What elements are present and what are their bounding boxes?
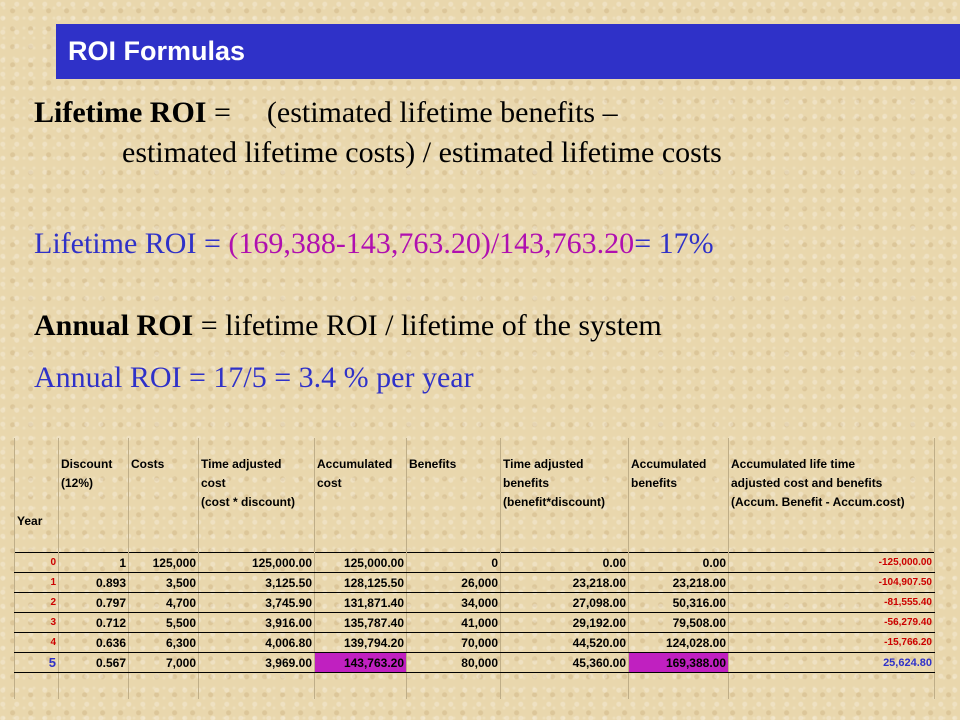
header-benefits: Benefits: [407, 457, 501, 476]
benefits-cell: 34,000: [407, 593, 501, 613]
lifetime-calc-expression: (169,388-143,763.20)/143,763.20: [228, 227, 635, 260]
header-acc-ben-2: benefits: [629, 476, 729, 495]
header-net: Accumulated life time: [729, 457, 935, 476]
lifetime-roi-label: Lifetime ROI: [34, 96, 207, 129]
slide-title-bar: [56, 24, 960, 79]
annual-roi-label: Annual ROI: [34, 309, 194, 342]
annual-roi-rhs: = lifetime ROI / lifetime of the system: [193, 309, 662, 342]
time-adjusted-cost-cell: 4,006.80: [199, 633, 315, 653]
benefits-cell: 26,000: [407, 573, 501, 593]
time-adjusted-benefits-cell: 0.00: [501, 553, 629, 573]
header-net-2: adjusted cost and benefits: [729, 476, 935, 495]
table-row: [15, 633, 935, 653]
benefits-cell: 80,000: [407, 653, 501, 673]
header-accumulated-cost: Accumulated: [315, 457, 407, 476]
year-cell: 0: [15, 553, 59, 573]
accumulated-cost-cell: 128,125.50: [315, 573, 407, 593]
accumulated-benefits-cell: 79,508.00: [629, 613, 729, 633]
net-cell: -15,766.20: [729, 633, 935, 653]
discount-cell: 1: [59, 553, 129, 573]
discount-cell: 0.567: [59, 653, 129, 673]
slide-title: ROI Formulas: [68, 36, 246, 66]
lifetime-calc-result: = 17%: [634, 227, 714, 260]
time-adjusted-benefits-cell: 44,520.00: [501, 633, 629, 653]
header-tac-2: cost: [199, 476, 315, 495]
header-tac-3: (cost * discount): [199, 495, 315, 514]
accumulated-cost-cell: 125,000.00: [315, 553, 407, 573]
time-adjusted-benefits-cell: 29,192.00: [501, 613, 629, 633]
discount-cell: 0.797: [59, 593, 129, 613]
header-year: Year: [15, 514, 59, 533]
roi-table: [14, 438, 935, 699]
year-cell: 2: [15, 593, 59, 613]
costs-cell: 5,500: [129, 613, 199, 633]
accumulated-benefits-cell: 124,028.00: [629, 633, 729, 653]
header-discount-rate: (12%): [59, 476, 129, 495]
accumulated-benefits-cell: 50,316.00: [629, 593, 729, 613]
lifetime-roi-rhs-1: (estimated lifetime benefits –: [266, 96, 618, 129]
benefits-cell: 0: [407, 553, 501, 573]
discount-cell: 0.636: [59, 633, 129, 653]
lifetime-roi-calculation: [34, 227, 714, 261]
costs-cell: 7,000: [129, 653, 199, 673]
annual-roi-formula: [34, 309, 662, 343]
lifetime-calc-prefix: Lifetime ROI =: [34, 227, 229, 260]
year-cell: 1: [15, 573, 59, 593]
header-net-3: (Accum. Benefit - Accum.cost): [729, 495, 935, 514]
lifetime-roi-formula-line-1: [34, 96, 618, 130]
table-row: [15, 553, 935, 573]
benefits-cell: 70,000: [407, 633, 501, 653]
table-row: [15, 573, 935, 593]
accumulated-benefits-cell: 0.00: [629, 553, 729, 573]
costs-cell: 3,500: [129, 573, 199, 593]
time-adjusted-cost-cell: 3,745.90: [199, 593, 315, 613]
net-cell: 25,624.80: [729, 653, 935, 673]
year-cell: 4: [15, 633, 59, 653]
discount-cell: 0.712: [59, 613, 129, 633]
costs-cell: 125,000: [129, 553, 199, 573]
accumulated-cost-cell: 139,794.20: [315, 633, 407, 653]
header-accumulated-benefits: Accumulated: [629, 457, 729, 476]
header-tab-3: (benefit*discount): [501, 495, 629, 514]
year-cell: 5: [15, 653, 59, 673]
accumulated-cost-cell: 131,871.40: [315, 593, 407, 613]
accumulated-cost-cell: 143,763.20: [315, 653, 407, 673]
time-adjusted-benefits-cell: 27,098.00: [501, 593, 629, 613]
time-adjusted-cost-cell: 3,969.00: [199, 653, 315, 673]
costs-cell: 6,300: [129, 633, 199, 653]
header-costs: Costs: [129, 457, 199, 476]
lifetime-roi-rhs-2: estimated lifetime costs) / estimated lifetime costs: [122, 136, 722, 169]
lifetime-roi-formula-line-2: [122, 136, 722, 170]
header-acc-cost-2: cost: [315, 476, 407, 495]
table-row: [15, 653, 935, 673]
benefits-cell: 41,000: [407, 613, 501, 633]
accumulated-benefits-cell: 23,218.00: [629, 573, 729, 593]
costs-cell: 4,700: [129, 593, 199, 613]
accumulated-benefits-cell: 169,388.00: [629, 653, 729, 673]
header-time-adjusted-cost: Time adjusted: [199, 457, 315, 476]
time-adjusted-cost-cell: 3,125.50: [199, 573, 315, 593]
header-time-adjusted-benefits: Time adjusted: [501, 457, 629, 476]
time-adjusted-benefits-cell: 23,218.00: [501, 573, 629, 593]
equals-sign: =: [206, 96, 231, 129]
net-cell: -81,555.40: [729, 593, 935, 613]
year-cell: 3: [15, 613, 59, 633]
header-tab-2: benefits: [501, 476, 629, 495]
annual-roi-calculation: [34, 361, 474, 395]
net-cell: -104,907.50: [729, 573, 935, 593]
annual-calc-text: Annual ROI = 17/5 = 3.4 % per year: [34, 361, 474, 394]
discount-cell: 0.893: [59, 573, 129, 593]
table-row: [15, 593, 935, 613]
time-adjusted-cost-cell: 3,916.00: [199, 613, 315, 633]
time-adjusted-benefits-cell: 45,360.00: [501, 653, 629, 673]
header-discount: Discount: [59, 457, 129, 476]
net-cell: -56,279.40: [729, 613, 935, 633]
time-adjusted-cost-cell: 125,000.00: [199, 553, 315, 573]
accumulated-cost-cell: 135,787.40: [315, 613, 407, 633]
table-row: [15, 613, 935, 633]
net-cell: -125,000.00: [729, 553, 935, 573]
